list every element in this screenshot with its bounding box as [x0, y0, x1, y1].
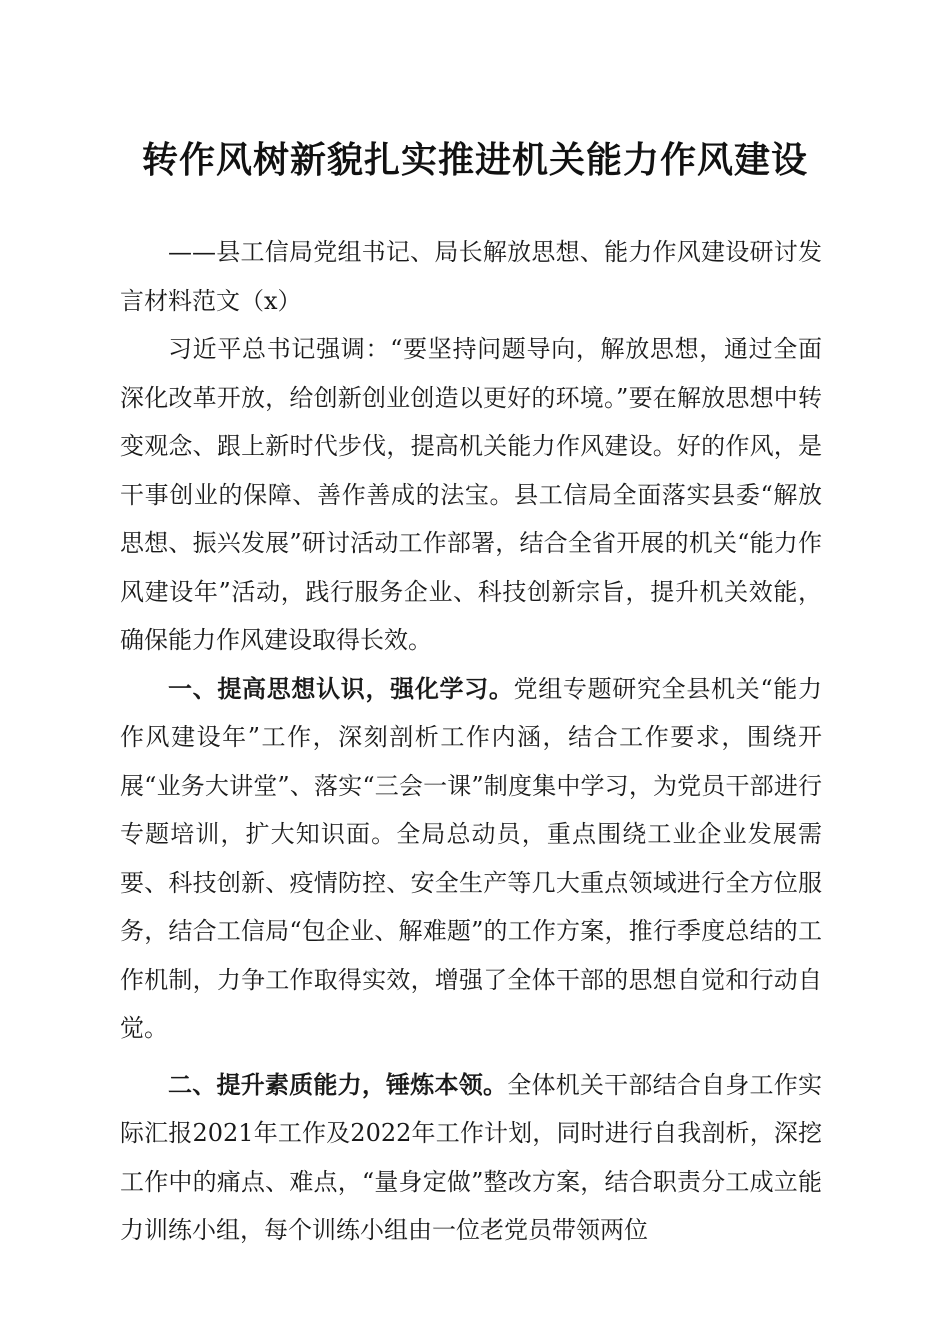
- subtitle-paragraph: ——县工信局党组书记、局长解放思想、能力作风建设研讨发言材料范文（x）: [120, 238, 822, 315]
- intro-text: 习近平总书记强调：“要坚持问题导向，解放思想，通过全面深化改革开放，给创新创业创造以更好的环境。”要在解放思想中转变观念、跟上新时代步伐，提高机关能力作风建设。好的作风，是干事创业的保障、善作善成的法宝。县工信局全面落实县委“解放思想、振兴发展”研讨活动工作部署，结合全省开展的机关“能力作风建设年”活动，践行服务企业、科技创新宗旨，提升机关效能，确保能力作风建设取得长效。: [120, 335, 822, 654]
- section-2-paragraph: [120, 1061, 822, 1255]
- section-2-heading: 二、提升素质能力，锤炼本领。: [168, 1070, 508, 1099]
- section-1-paragraph: [120, 665, 822, 1053]
- section-2-text: 全体机关干部结合自身工作实际汇报2021年工作及2022年工作计划，同时进行自我剖析，深挖工作中的痛点、难点，“量身定做”整改方案，结合职责分工成立能力训练小组，每个训练小组由一位老党员带领两位: [120, 1070, 823, 1244]
- section-1-heading: 一、提高思想认识，强化学习。: [168, 674, 514, 703]
- document-title: 转作风树新貌扎实推进机关能力作风建设: [141, 139, 808, 181]
- intro-paragraph: [120, 325, 822, 665]
- document-body: [120, 228, 822, 1255]
- section-1-text: 党组专题研究全县机关“能力作风建设年”工作，深刻剖析工作内涵，结合工作要求，围绕开展“业务大讲堂”、落实“三会一课”制度集中学习，为党员干部进行专题培训，扩大知识面。全局总动员，重点围绕工业企业发展需要、科技创新、疫情防控、安全生产等几大重点领域进行全方位服务，结合工信局“包企业、解难题”的工作方案，推行季度总结的工作机制，力争工作取得实效，增强了全体干部的思想自觉和行动自觉。: [120, 674, 822, 1042]
